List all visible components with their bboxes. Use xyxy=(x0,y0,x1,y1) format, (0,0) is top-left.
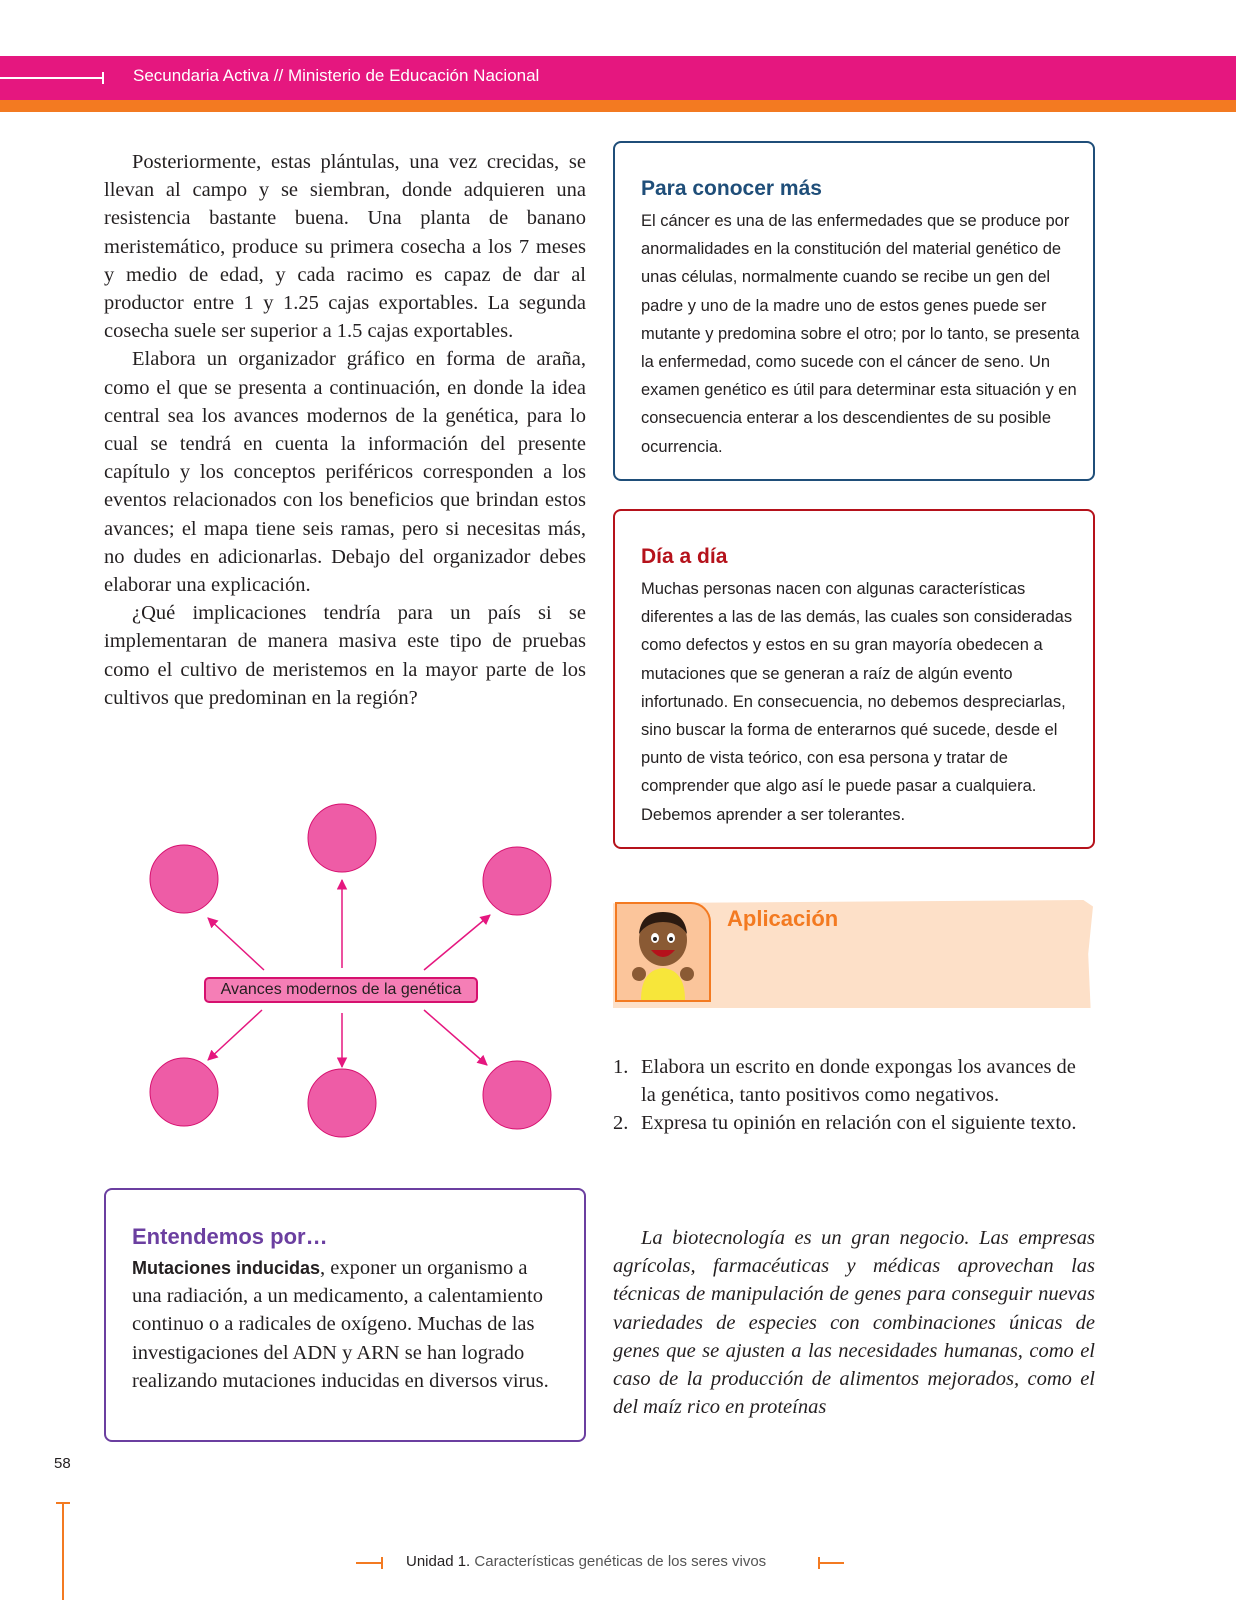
header-rule-tick xyxy=(102,72,104,84)
footer-unit xyxy=(406,1553,766,1570)
spider-node-top-right xyxy=(483,847,551,915)
list-item-text: Expresa tu opinión en relación con el siguiente texto. xyxy=(641,1112,1077,1135)
footer-unit-title: Características genéticas de los seres vivos xyxy=(474,1553,767,1570)
footer-rule-right xyxy=(818,1562,844,1564)
header-title: Secundaria Activa // Ministerio de Educación Nacional xyxy=(133,66,540,85)
aplicacion-list xyxy=(613,1053,1095,1138)
paragraph: ¿Qué implicaciones tendría para un país si se implementaran de manera masiva este tipo de pruebas como el cultivo de meristemos en la mayor parte de los cultivos que predominan en la región? xyxy=(104,602,586,709)
dia-a-dia-box xyxy=(613,509,1095,849)
spider-center-label: Avances modernos de la genética xyxy=(204,977,478,1003)
list-item-number: 2. xyxy=(613,1112,629,1135)
footer-rule-left xyxy=(356,1562,382,1564)
footer-tick-left xyxy=(381,1557,383,1569)
list-item-number: 1. xyxy=(613,1056,629,1078)
spider-node-bottom xyxy=(308,1069,376,1137)
page-number: 58 xyxy=(54,1455,71,1472)
side-rule xyxy=(62,1503,64,1600)
entendemos-term: Mutaciones inducidas xyxy=(132,1258,321,1278)
arrow-bottom-left xyxy=(208,1010,262,1060)
spider-arrows xyxy=(208,880,490,1067)
conocer-mas-text: El cáncer es una de las enfermedades que se produce por anormalidades en la constitución del material genético de unas células, normalmente cuando se recibe un gen del padre y uno de la madre uno de estos genes puede ser mutante y predomina sobre el otro; por lo tanto, se presenta la enfermedad, como sucede con el cáncer de seno. Un examen genético es útil para determinar esta situación y en consecuencia enterar a los descendientes de su posible ocurrencia. xyxy=(641,212,1080,456)
arrow-top-right xyxy=(424,915,490,970)
paragraph: Elabora un organizador gráfico en forma de araña, como el que se presenta a continuación, en donde la idea central sea los avances modernos de la genética, para lo cual se tendrá en cuenta la información del presente capítulo y los conceptos periféricos corresponden a los eventos relacionados con los beneficios que brindan estos avances; el mapa tiene seis ramas, pero si necesitas más, no dudes en adicionarlas. Debajo del organizador debes elaborar una explicación. xyxy=(104,348,586,597)
dia-a-dia-text: Muchas personas nacen con algunas características diferentes a las de las demás, las cuales son consideradas como defectos y estos en su gran mayoría obedecen a mutaciones que se generan a raíz de algún evento infortunado. En consecuencia, no debemos despreciarlas, sino buscar la forma de enterarnos qué sucede, desde el punto de vista teórico, con esa persona y tratar de comprender que algo así le puede pasar a cualquiera. Debemos aprender a ser tolerantes. xyxy=(641,580,1073,824)
student-avatar-graphic xyxy=(617,904,709,1000)
spider-diagram-graphic xyxy=(104,790,586,1160)
list-item-text: Elabora un escrito en donde expongas los avances de la genética, tanto positivos como negativos. xyxy=(641,1056,1076,1107)
aplicacion-quote: La biotecnología es un gran negocio. Las empresas agrícolas, farmacéuticas y médicas aprovechan las técnicas de manipulación de genes para conseguir nuevas variedades de especies con combinaciones únicas de genes que se ajusten a las necesidades humanas, como el caso de la producción de alimentos mejorados, como el del maíz rico en proteínas xyxy=(613,1227,1095,1419)
entendemos-title: Entendemos por… xyxy=(132,1224,328,1249)
dia-a-dia-title: Día a día xyxy=(641,545,728,568)
spider-node-top-left xyxy=(150,845,218,913)
header-rule xyxy=(0,77,102,79)
entendemos-definition: , exponer un organismo a una radiación, a un medicamento, a calentamiento continuo o a radicales de oxígeno. Muchas de las investigaciones del ADN y ARN se han logrado realizando mutaciones inducidas en diversos virus. xyxy=(132,1257,549,1392)
spider-node-top xyxy=(308,804,376,872)
arrow-bottom-right xyxy=(424,1010,487,1065)
left-body-text xyxy=(104,148,586,712)
list-item xyxy=(613,1109,1095,1137)
spider-diagram xyxy=(104,790,586,1160)
arrow-top-left xyxy=(208,918,264,970)
spider-nodes xyxy=(150,804,551,1137)
student-avatar-icon xyxy=(615,902,711,1002)
spider-node-bottom-right xyxy=(483,1061,551,1129)
aplicacion-title: Aplicación xyxy=(727,906,839,931)
spider-node-bottom-left xyxy=(150,1058,218,1126)
footer-unit-lead: Unidad 1. xyxy=(406,1553,471,1570)
conocer-mas-title: Para conocer más xyxy=(641,177,822,200)
conocer-mas-box xyxy=(613,141,1095,481)
list-item xyxy=(613,1053,1095,1109)
entendemos-text xyxy=(132,1254,562,1395)
header-accent-stripe xyxy=(0,100,1236,112)
entendemos-box xyxy=(104,1188,586,1442)
paragraph: Posteriormente, estas plántulas, una vez crecidas, se llevan al campo y se siembran, donde adquieren una resistencia bastante buena. Una planta de banano meristemático, produce su primera cosecha a los 7 meses y medio de edad, y cada racimo es capaz de dar al productor entre 1 y 1.25 cajas exportables. La segunda cosecha suele ser superior a 1.5 cajas exportables. xyxy=(104,151,586,343)
